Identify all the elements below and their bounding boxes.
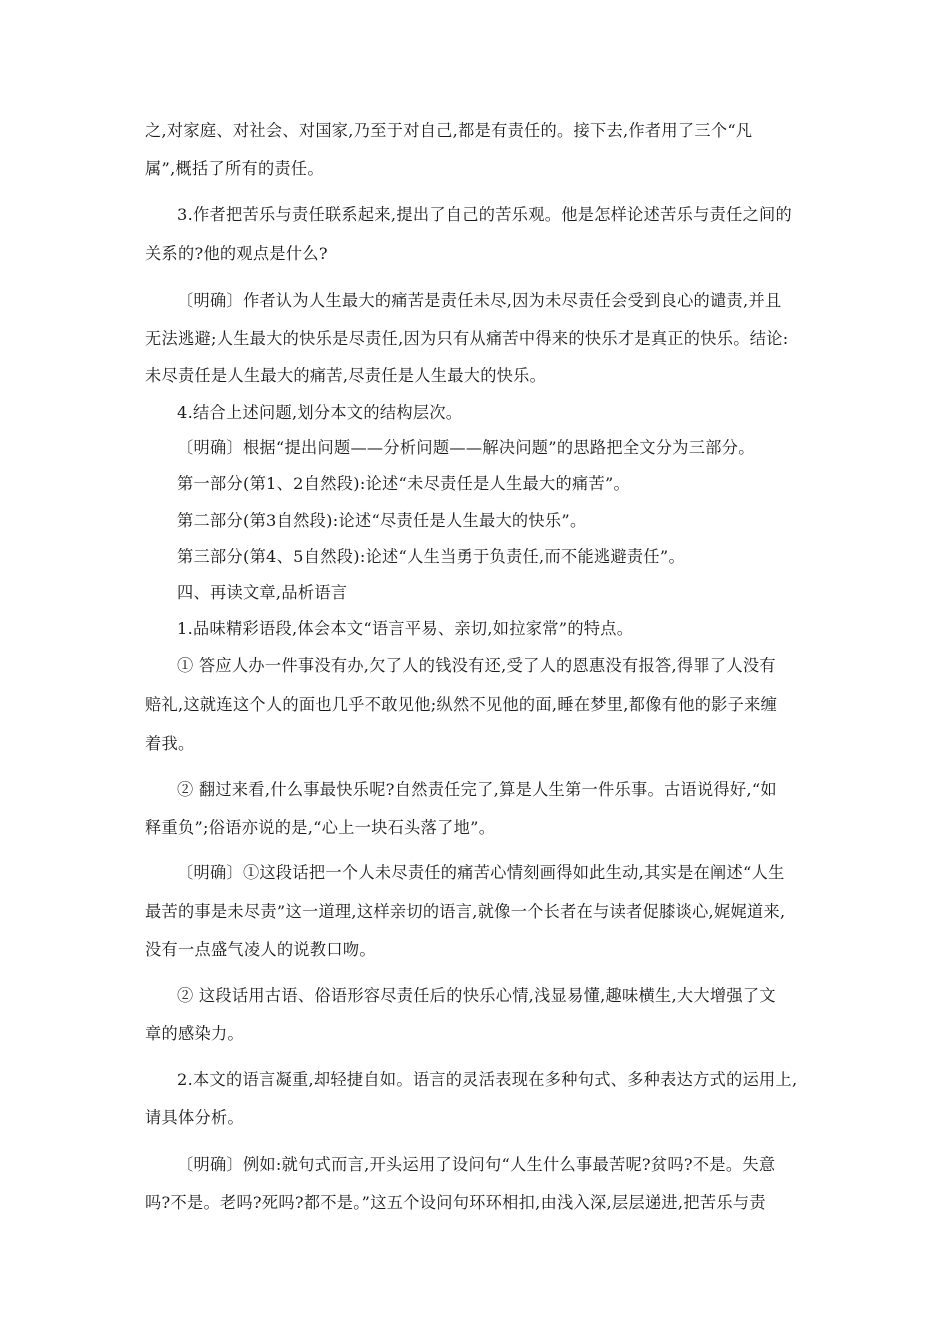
text-line: 四、再读文章,品析语言: [177, 583, 348, 602]
text-line: 第三部分(第4、5自然段):论述“人生当勇于负责任,而不能逃避责任”。: [177, 547, 685, 566]
text-line: 赔礼,这就连这个人的面也几乎不敢见他;纵然不见他的面,睡在梦里,都像有他的影子来缠: [145, 695, 778, 714]
text-line: 3.作者把苦乐与责任联系起来,提出了自己的苦乐观。他是怎样论述苦乐与责任之间的: [177, 205, 793, 224]
text-line: 释重负”;俗语亦说的是,“心上一块石头落了地”。: [145, 818, 496, 837]
text-line: ② 翻过来看,什么事最快乐呢?自然责任完了,算是人生第一件乐事。古语说得好,“如: [177, 780, 777, 799]
text-line: 吗?不是。老吗?死吗?都不是。”这五个设问句环环相扣,由浅入深,层层递进,把苦乐与责: [145, 1193, 766, 1212]
text-line: 无法逃避;人生最大的快乐是尽责任,因为只有从痛苦中得来的快乐才是真正的快乐。结论:: [145, 329, 789, 348]
text-line: ② 这段话用古语、俗语形容尽责任后的快乐心情,浅显易懂,趣味横生,大大增强了文: [177, 986, 776, 1005]
text-line: 章的感染力。: [145, 1024, 244, 1043]
text-line: 〔明确〕作者认为人生最大的痛苦是责任未尽,因为未尽责任会受到良心的谴责,并且: [177, 291, 782, 310]
text-line: 〔明确〕例如:就句式而言,开头运用了设问句“人生什么事最苦呢?贫吗?不是。失意: [177, 1155, 776, 1174]
text-line: 属”,概括了所有的责任。: [145, 159, 324, 178]
text-line: 〔明确〕根据“提出问题——分析问题——解决问题”的思路把全文分为三部分。: [177, 438, 755, 457]
text-line: ① 答应人办一件事没有办,欠了人的钱没有还,受了人的恩惠没有报答,得罪了人没有: [177, 656, 776, 675]
text-line: 着我。: [145, 734, 195, 753]
text-line: 没有一点盛气凌人的说教口吻。: [145, 940, 376, 959]
text-line: 之,对家庭、对社会、对国家,乃至于对自己,都是有责任的。接下去,作者用了三个“凡: [145, 121, 753, 140]
text-line: 请具体分析。: [145, 1108, 244, 1127]
text-line: 2.本文的语言凝重,却轻捷自如。语言的灵活表现在多种句式、多种表达方式的运用上,: [177, 1070, 798, 1089]
text-line: 第一部分(第1、2自然段):论述“未尽责任是人生最大的痛苦”。: [177, 474, 631, 493]
text-line: 4.结合上述问题,划分本文的结构层次。: [177, 403, 463, 422]
text-line: 第二部分(第3自然段):论述“尽责任是人生最大的快乐”。: [177, 511, 587, 530]
text-line: 〔明确〕①这段话把一个人未尽责任的痛苦心情刻画得如此生动,其实是在阐述“人生: [177, 863, 785, 882]
text-line: 最苦的事是未尽责”这一道理,这样亲切的语言,就像一个长者在与读者促膝谈心,娓娓道来,: [145, 902, 786, 921]
text-line: 1.品味精彩语段,体会本文“语言平易、亲切,如拉家常”的特点。: [177, 619, 634, 638]
text-line: 未尽责任是人生最大的痛苦,尽责任是人生最大的快乐。: [145, 366, 547, 385]
text-line: 关系的?他的观点是什么?: [145, 244, 328, 263]
